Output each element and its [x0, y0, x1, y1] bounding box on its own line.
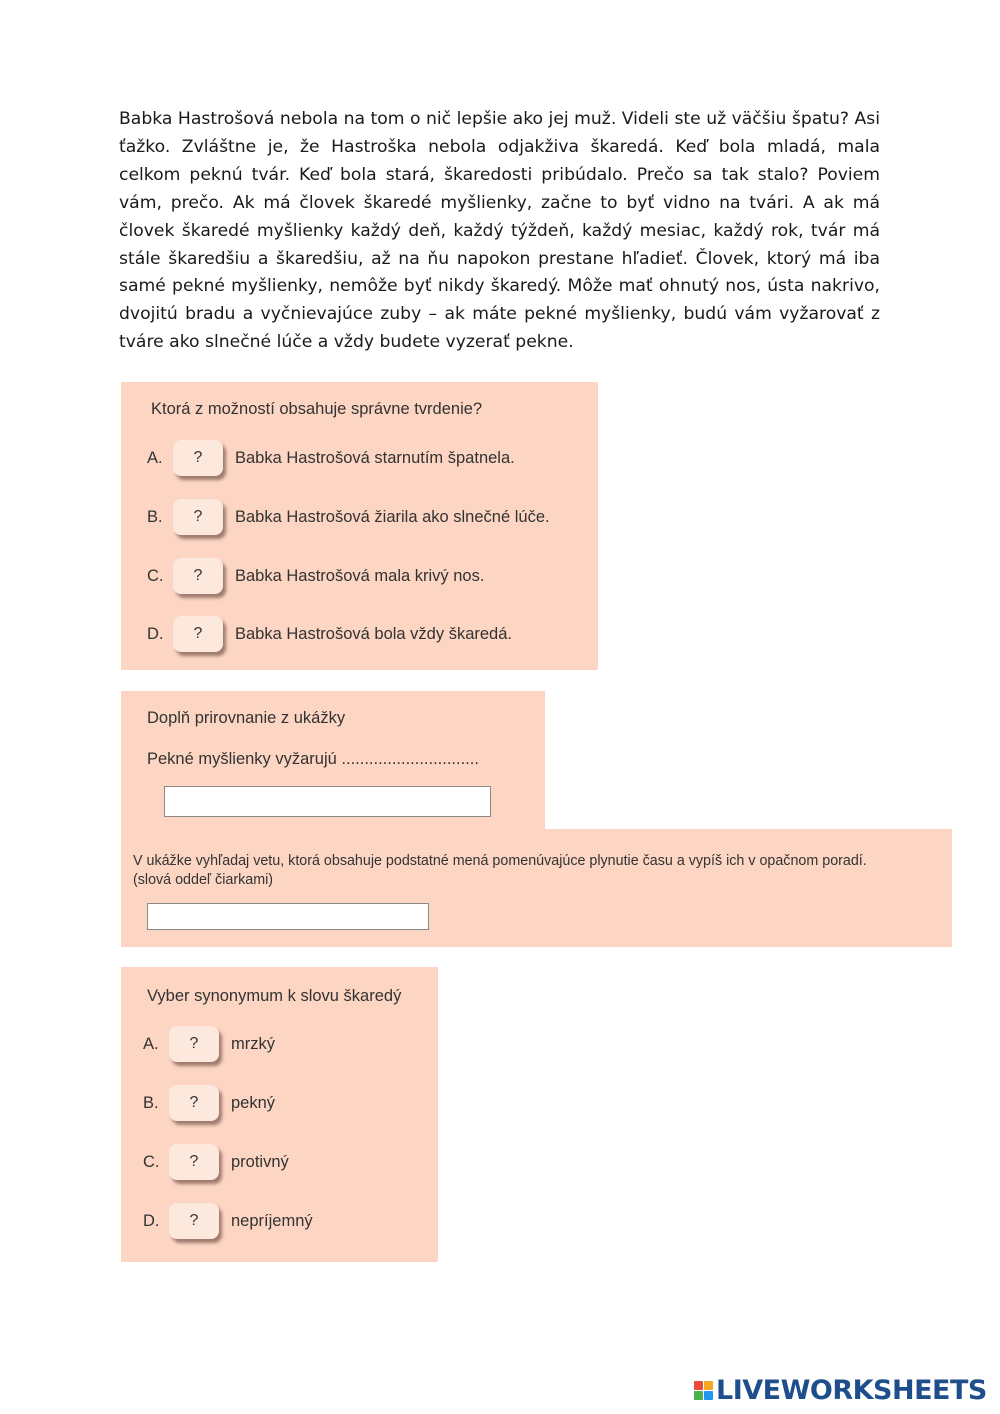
question-2-prompt: Pekné myšlienky vyžarujú ..............................	[147, 750, 479, 768]
option-text: Babka Hastrošová bola vždy škaredá.	[235, 624, 512, 643]
question-2-panel	[121, 691, 545, 831]
option-letter: A.	[143, 1034, 159, 1053]
question-4-option-c	[143, 1142, 289, 1182]
question-1-option-d	[147, 614, 512, 654]
option-letter: B.	[143, 1093, 159, 1112]
question-4-option-b	[143, 1083, 275, 1123]
option-text: pekný	[231, 1093, 276, 1112]
option-letter: B.	[147, 507, 163, 526]
option-text: mrzký	[231, 1034, 275, 1053]
option-text: nepríjemný	[231, 1211, 313, 1230]
answer-dropdown-button[interactable]: ?	[173, 440, 223, 476]
option-letter: C.	[147, 566, 164, 585]
question-4-option-d	[143, 1201, 313, 1241]
question-1-option-a	[147, 438, 515, 478]
question-3-note: (slová oddeľ čiarkami)	[133, 872, 274, 888]
question-3-instruction: V ukážke vyhľadaj vetu, ktorá obsahuje podstatné mená pomenúvajúce plynutie času a vypíš ich v opačnom poradí.	[133, 853, 867, 869]
answer-dropdown-button[interactable]: ?	[173, 558, 223, 594]
answer-dropdown-button[interactable]: ?	[169, 1026, 219, 1062]
question-4-panel	[121, 967, 438, 1262]
logo-text: LIVEWORKSHEETS	[716, 1374, 987, 1406]
option-letter: C.	[143, 1152, 160, 1171]
question-1-title: Ktorá z možností obsahuje správne tvrdenie?	[151, 400, 483, 418]
question-3-panel	[121, 829, 952, 947]
option-letter: A.	[147, 448, 163, 467]
answer-dropdown-button[interactable]: ?	[173, 616, 223, 652]
question-4-option-a	[143, 1024, 275, 1064]
question-1-option-c	[147, 556, 484, 596]
option-text: Babka Hastrošová starnutím špatnela.	[235, 448, 515, 467]
option-letter: D.	[143, 1211, 160, 1230]
answer-dropdown-button[interactable]: ?	[169, 1085, 219, 1121]
liveworksheets-logo	[694, 1376, 987, 1404]
option-letter: D.	[147, 624, 164, 643]
question-4-title: Vyber synonymum k slovu škaredý	[147, 987, 402, 1005]
option-text: Babka Hastrošová žiarila ako slnečné lúče.	[235, 507, 550, 526]
time-nouns-answer-input[interactable]	[147, 903, 429, 930]
question-2-title: Doplň prirovnanie z ukážky	[147, 709, 346, 727]
option-text: protivný	[231, 1152, 289, 1171]
liveworksheets-logo-icon	[694, 1381, 713, 1400]
simile-answer-input[interactable]	[164, 786, 491, 817]
answer-dropdown-button[interactable]: ?	[173, 499, 223, 535]
option-text: Babka Hastrošová mala krivý nos.	[235, 566, 485, 585]
reading-passage: Babka Hastrošová nebola na tom o nič lepšie ako jej muž. Videli ste už väčšiu špatu? Asi ťažko. Zvláštne je, že Hastroška nebola odjakživa škaredá. Keď bola mladá, mala celkom peknú tvár. Keď bola stará, škaredosti pribúdalo. Prečo sa tak stalo? Poviem vám, prečo. Ak má človek škaredé myšlienky, začne to byť vidno na tvári. A ak má človek škaredé myšlienky každý deň, každý týždeň, každý mesiac, každý rok, tvár má stále škaredšiu a škaredšiu, až na ňu napokon prestane hľadieť. Človek, ktorý má iba samé pekné myšlienky, nemôže byť nikdy škaredý. Môže mať ohnutý nos, ústa nakrivo, dvojitú bradu a vyčnievajúce zuby – ak máte pekné myšlienky, budú vám vyžarovať z tváre ako slnečné lúče a vždy budete vyzerať pekne.	[119, 109, 880, 353]
answer-dropdown-button[interactable]: ?	[169, 1144, 219, 1180]
question-1-panel	[121, 382, 598, 670]
answer-dropdown-button[interactable]: ?	[169, 1203, 219, 1239]
question-1-option-b	[147, 497, 550, 537]
